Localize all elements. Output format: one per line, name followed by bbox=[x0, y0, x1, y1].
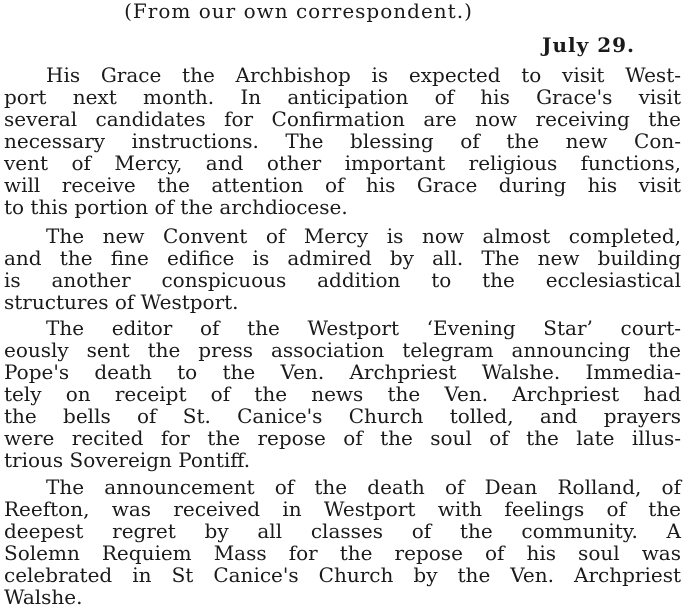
paragraph-line: tely on receipt of the news the Ven. Archpriest had bbox=[4, 382, 681, 406]
paragraph-line: deepest regret by all classes of the community. A bbox=[4, 519, 681, 543]
correspondent-heading bbox=[0, 0, 685, 24]
paragraph-line: several candidates for Confirmation are now receiving the bbox=[4, 107, 681, 131]
paragraph-line: structures of Westport. bbox=[4, 290, 239, 314]
paragraph-line: trious Sovereign Pontiff. bbox=[4, 448, 251, 472]
paragraph-line: The editor of the Westport ‘Evening Star’ court- bbox=[46, 316, 681, 340]
paragraph-line: port next month. In anticipation of his Grace's visit bbox=[4, 85, 681, 109]
paragraph-line: and the fine edifice is admired by all. The new building bbox=[4, 246, 681, 270]
paragraph-line: to this portion of the archdiocese. bbox=[4, 195, 348, 219]
paragraph-line: Solemn Requiem Mass for the repose of his soul was bbox=[4, 541, 681, 565]
paragraph-line: The announcement of the death of Dean Rolland, of bbox=[46, 475, 681, 499]
dateline: July 29. bbox=[542, 33, 635, 57]
paragraph-line: Reefton, was received in Westport with feelings of the bbox=[4, 497, 681, 521]
paragraph-line: His Grace the Archbishop is expected to visit West- bbox=[46, 63, 681, 87]
paragraph-line: vent of Mercy, and other important religious functions, bbox=[4, 151, 681, 175]
paragraph-line: The new Convent of Mercy is now almost completed, bbox=[46, 224, 681, 248]
paragraph-line: eously sent the press association telegram announcing the bbox=[4, 338, 681, 362]
paragraph-line: celebrated in St Canice's Church by the Ven. Archpriest bbox=[4, 563, 681, 587]
paragraph-line: necessary instructions. The blessing of the new Con- bbox=[4, 129, 681, 153]
correspondent-heading-text: (From our own correspondent.) bbox=[124, 0, 473, 23]
paragraph-line: is another conspicuous addition to the ecclesiastical bbox=[4, 268, 681, 292]
paragraph-line: Pope's death to the Ven. Archpriest Walshe. Immedia- bbox=[4, 360, 681, 384]
paragraph-line: the bells of St. Canice's Church tolled, and prayers bbox=[4, 404, 681, 428]
paragraph-line: Walshe. bbox=[4, 585, 83, 609]
paragraph-line: will receive the attention of his Grace during his visit bbox=[4, 173, 681, 197]
paragraph-line: were recited for the repose of the soul of the late illus- bbox=[4, 426, 681, 450]
